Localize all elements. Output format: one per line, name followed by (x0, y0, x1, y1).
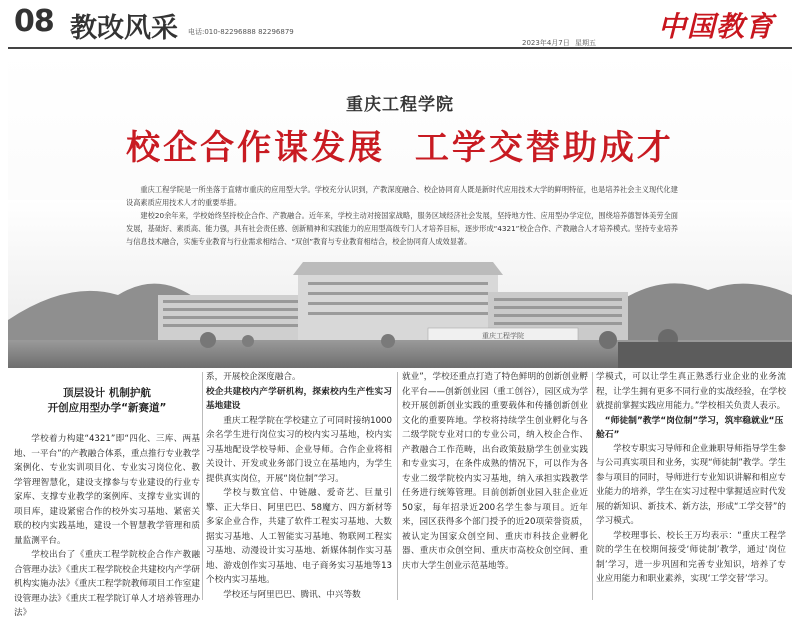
masthead-rule (8, 47, 792, 49)
article-paragraph: 学校专职实习导师和企业兼职导师指导学生参与公司真实项目和业务，实现“师徒制”教学。学生参与项目的同时，导师进行专业知识讲解和相应专业能力的培养，学生在实习过程中掌握适应时代发展的新知识、新技术、新方法，形成“工学交替”的学习模式。 (596, 443, 786, 526)
masthead (0, 0, 800, 48)
issue-weekday: 星期五 (574, 39, 596, 47)
phone-line: 电话:010-82296888 82296879 (188, 28, 294, 36)
column-divider (202, 372, 203, 600)
newspaper-logo: 中国教育 (658, 10, 775, 43)
column-divider (592, 372, 593, 600)
subsection-heading: 校企共建校内产学研机构，探索校内生产性实习基地建设 (206, 386, 392, 411)
intro-paragraph: 建校20余年来，学校始终坚持校企合作、产教融合。近年来，学校主动对接国家战略，服务区域经济社会发展，坚持地方性、应用型办学定位，围绕培养德智体美劳全面发展，基础好、素质高、能力强，具有社会责任感、创新精神和实践能力的应用型高级专门人才培养目标，逐步形成“4321”校企合作、产教融合人才培养模式。坚持专业培养与信息技术融合，实施专业教育与行业需求相结合、“双创”教育与专业教育相结合，校企协同育人成效显著。 (126, 211, 678, 246)
section-heading (14, 386, 200, 416)
section-heading-line: 开创应用型办学“新赛道” (47, 402, 167, 414)
article-column-4 (596, 370, 786, 602)
main-headline: 校企合作谋发展 工学交替助成才 (126, 128, 674, 168)
article-paragraph: 学校理事长、校长王万均表示：“重庆工程学院的学生在校期间接受‘师徒制’教学，通过‘岗位制’学习，进一步巩固和完善专业知识，培养了专业应用能力和职业素养，实现‘工学交替’学习。 (596, 530, 786, 584)
article-column-1 (14, 370, 200, 618)
section-title: 教改风采 (70, 13, 178, 44)
section-heading-line: 顶层设计 机制护航 (63, 387, 151, 399)
article-paragraph: 学校还与阿里巴巴、腾讯、中兴等数 (223, 589, 361, 600)
article-paragraph: 重庆工程学院在学校建立了可同时接纳1000余名学生进行岗位实习的校内实习基地，校内实习基地配设学校导师、企业导师。合作企业将相关设计、开发或业务部门设立在基地内，为学生提供真实岗位，开展“岗位制”学习。 (206, 415, 392, 484)
page-number: 08 (14, 4, 54, 39)
article-column-2 (206, 370, 392, 602)
article-paragraph: 学校出台了《重庆工程学院校企合作产教融合管理办法》《重庆工程学院校企共建校内产学研机构实施办法》《重庆工程学院教师项目工作室建设管理办法》《重庆工程学院订单人才培养管理办法》 (14, 550, 200, 618)
hero-banner (8, 50, 792, 368)
column-divider (397, 372, 398, 600)
article-paragraph: 学校与数宜信、中链融、爱奇艺、巨量引擎、正大华日、阿里巴巴、58魔方、四方新材等多家企业合作，共建了软件工程实习基地、大数据实习基地、人工智能实习基地、物联网工程实习基地、动漫设计实习基地、新媒体制作实习基地、游戏创作实习基地、电子商务实习基地等13个校内实习基地。 (206, 488, 392, 585)
intro-paragraph: 重庆工程学院是一所坐落于直辖市重庆的应用型大学。学校充分认识到，产教深度融合、校企协同育人既是新时代应用技术大学的鲜明特征，也是培养社会主义现代化建设高素质应用技术人才的重要举措。 (126, 185, 678, 207)
intro-text (126, 183, 678, 248)
article-paragraph: 系，开展校企深度融合。 (206, 372, 301, 382)
article-column-3 (402, 370, 588, 602)
school-name: 重庆工程学院 (346, 95, 454, 115)
article-paragraph: 学校着力构建“4321”即“四化、三库、两基地、一平台”的产教融合体系，重点推行专业教学案例化、专业实训项目化、专业实习岗位化、教学管理智慧化，建设支撑参与专业建设的行业专家库、支撑专业教学的案例库、支撑专业实训的项目库，建设紧密合作的校外实习基地、紧密关联的校内实践基地，建设一个智慧教学管理和质量监测平台。 (14, 434, 200, 546)
issue-date: 2023年4月7日 (522, 39, 570, 47)
article-paragraph: 学模式，可以让学生真正熟悉行业企业的业务流程，让学生拥有更多不同行业的实战经验，在学校就提前掌握实践应用能力。”学校相关负责人表示。 (596, 372, 786, 411)
article-paragraph: 就业”，学校还重点打造了特色鲜明的创新创业孵化平台——创新创业园（重工创谷），园区成为学校开展创新创业实践的重要载体和传播创新创业文化的重要阵地。学校将持续学生创业孵化与各二级学院专业对口的专业公司，纳入校企合作、产教融合工作范畴，出台政策鼓励学生创业实践和专业实习，在条件成熟的情况下，可以作为各专业二级学院校内实习基地，纳入承担实践教学任务进行统筹管理。目前创新创业园入驻企业近50家，每年招录近200名学生参与项目。近年来，园区获得多个部门授予的近20项荣誉资质，被认定为国家众创空间、重庆市科技企业孵化器、重庆市众创空间、重庆市高校众创空间、重庆市大学生创业示范基地等。 (402, 372, 588, 571)
gate-sign: 重庆工程学院 (482, 332, 524, 340)
subsection-heading: “师徒制”教学“岗位制”学习，筑牢稳就业“压舱石” (596, 415, 784, 440)
